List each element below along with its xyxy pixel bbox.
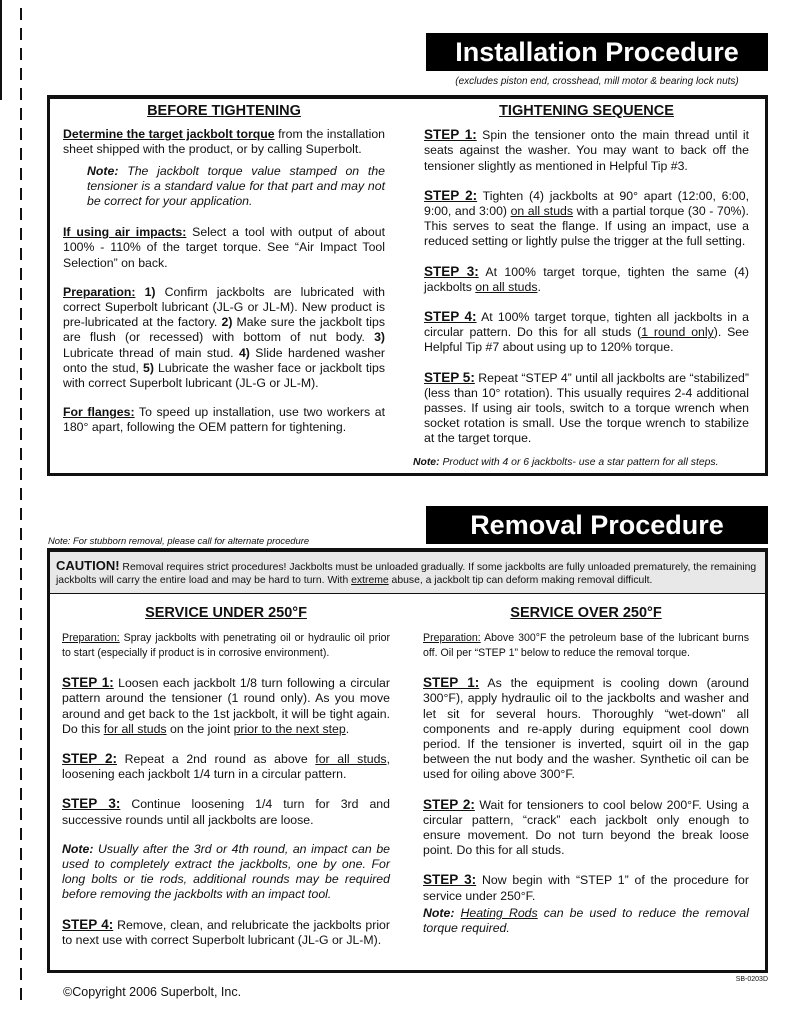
preparation-paragraph: Preparation: 1) Confirm jackbolts are lubricated with correct Superbolt lubricant (JL-G or JL-M). New product is pre-lubricated at the factory. 2) Make sure the jackbolt tips are flush (or recessed) with bottom of nut body. 3) Lubricate thread of main stud. 4) Slide hardened washer onto the stud, 5) Lubricate the washer face or jackbolt tips with correct Superbolt lubricant (JL-G or JL-M). (63, 284, 386, 391)
installation-subtitle: (excludes piston end, crosshead, mill motor & bearing lock nuts) (455, 76, 739, 87)
binding-marks (20, 8, 24, 1008)
document-code: SB-0203D (735, 976, 768, 983)
service-under-heading: SERVICE UNDER 250°F (145, 605, 307, 621)
service-over-column (423, 606, 749, 950)
tightening-sequence-column (424, 104, 749, 449)
removal-title: Removal Procedure (426, 506, 768, 544)
service-under-column (62, 606, 390, 962)
copyright: ©Copyright 2006 Superbolt, Inc. (63, 985, 242, 999)
install-step-3: STEP 3: At 100% target torque, tighten the same (4) jackbolts on all studs. (424, 263, 749, 294)
install-step-4: STEP 4: At 100% target torque, tighten all jackbolts in a circular pattern. Do this for all studs (1 round only). See Helpful Tip #7 about using up to 120% torque. (424, 309, 749, 355)
torque-note: Note: The jackbolt torque value stamped on the tensioner is a standard value for that part and may not be correct for your application. (87, 163, 385, 209)
under-impact-note: Note: Usually after the 3rd or 4th round, an impact can be used to completely extract the jackbolts, one by one. For long bolts or tie rods, additional rounds may be required before removing the jackbolts with an impact tool. (62, 841, 390, 902)
under-step-1: STEP 1: Loosen each jackbolt 1/8 turn following a circular pattern around the tensioner (1 round only). As you move around and get back to the 1st jackbolt, it will be tight again. Do this for all studs on the joint prior to the next step. (62, 675, 390, 736)
star-pattern-note: Note: Product with 4 or 6 jackbolts- use a star pattern for all steps. (413, 457, 719, 468)
under-step-3: STEP 3: Continue loosening 1/4 turn for 3rd and successive rounds until all jackbolts are loose. (62, 796, 390, 827)
flanges-paragraph: For flanges: To speed up installation, use two workers at 180° apart, following the OEM pattern for tightening. (63, 405, 385, 435)
service-over-heading: SERVICE OVER 250°F (510, 605, 662, 621)
under-step-4: STEP 4: Remove, clean, and relubricate the jackbolts prior to next use with correct Superbolt lubricant (JL-G or JL-M). (62, 916, 390, 947)
over-preparation: Preparation: Above 300°F the petroleum base of the lubricant burns off. Oil per “STEP 1” below to reduce the removal torque. (423, 632, 749, 660)
target-torque-paragraph: Determine the target jackbolt torque from the installation sheet shipped with the product, or by calling Superbolt. (63, 127, 385, 157)
install-step-2: STEP 2: Tighten (4) jackbolts at 90° apart (12:00, 6:00, 9:00, and 3:00) on all studs with a partial torque (30 - 70%). This serves to seat the flange. If using an impact, use a reduced setting or lightly pulse the trigger at the full setting. (424, 187, 749, 249)
under-preparation: Preparation: Spray jackbolts with penetrating oil or hydraulic oil prior to start (especially if product is in corrosive environment). (62, 632, 390, 660)
over-step-3: STEP 3: Now begin with “STEP 1” of the procedure for service under 250°F. (423, 872, 749, 903)
caution-box: CAUTION! Removal requires strict procedures! Jackbolts must be unloaded gradually. If some jackbolts are fully unloaded prematurely, the remaining jackbolts will carry the entire load and may be hard to turn. With extreme abuse, a jackbolt tip can deform making removal difficult. (50, 552, 765, 594)
heating-rods-note: Note: Heating Rods can be used to reduce the removal torque required. (423, 905, 749, 936)
page-edge-mark (0, 0, 2, 100)
over-step-1: STEP 1: As the equipment is cooling down (around 300°F), apply hydraulic oil to the jackbolts and washer and let sit for several hours. Thoroughly “wet-down” all components and re-apply during equipment cool down period. If the tensioner is inverted, squirt oil in the gap between the nut body and the washer. Synthetic oil can be used for oiling above 300°F. (423, 675, 749, 782)
before-tightening-heading: BEFORE TIGHTENING (147, 103, 301, 119)
over-step-2: STEP 2: Wait for tensioners to cool below 200°F. Using a circular pattern, “crack” each jackbolt only enough to ensure movement. Do not turn beyond the break loose point. Do this for all studs. (423, 796, 749, 858)
install-step-1: STEP 1: Spin the tensioner onto the main thread until it seats against the washer. You may want to back off the tensioner slightly as mentioned in Helpful Tip #3. (424, 127, 749, 173)
under-step-2: STEP 2: Repeat a 2nd round as above for all studs, loosening each jackbolt 1/4 turn in a circular pattern. (62, 751, 390, 782)
air-impacts-paragraph: If using air impacts: Select a tool with output of about 100% - 110% of the target torque. See “Air Impact Tool Selection” on back. (63, 225, 385, 270)
install-step-5: STEP 5: Repeat “STEP 4” until all jackbolts are “stabilized” (less than 10° rotation). This usually requires 2-4 additional passes. If using air tools, switch to a torque wrench when socket rotation is small. Use the torque wrench to stabilize at the target torque. (424, 369, 749, 446)
caution-label: CAUTION! (56, 558, 120, 573)
stubborn-removal-note: Note: For stubborn removal, please call for alternate procedure (48, 535, 310, 546)
installation-title: Installation Procedure (426, 33, 768, 71)
before-tightening-column (63, 104, 385, 450)
tightening-sequence-heading: TIGHTENING SEQUENCE (499, 103, 674, 119)
